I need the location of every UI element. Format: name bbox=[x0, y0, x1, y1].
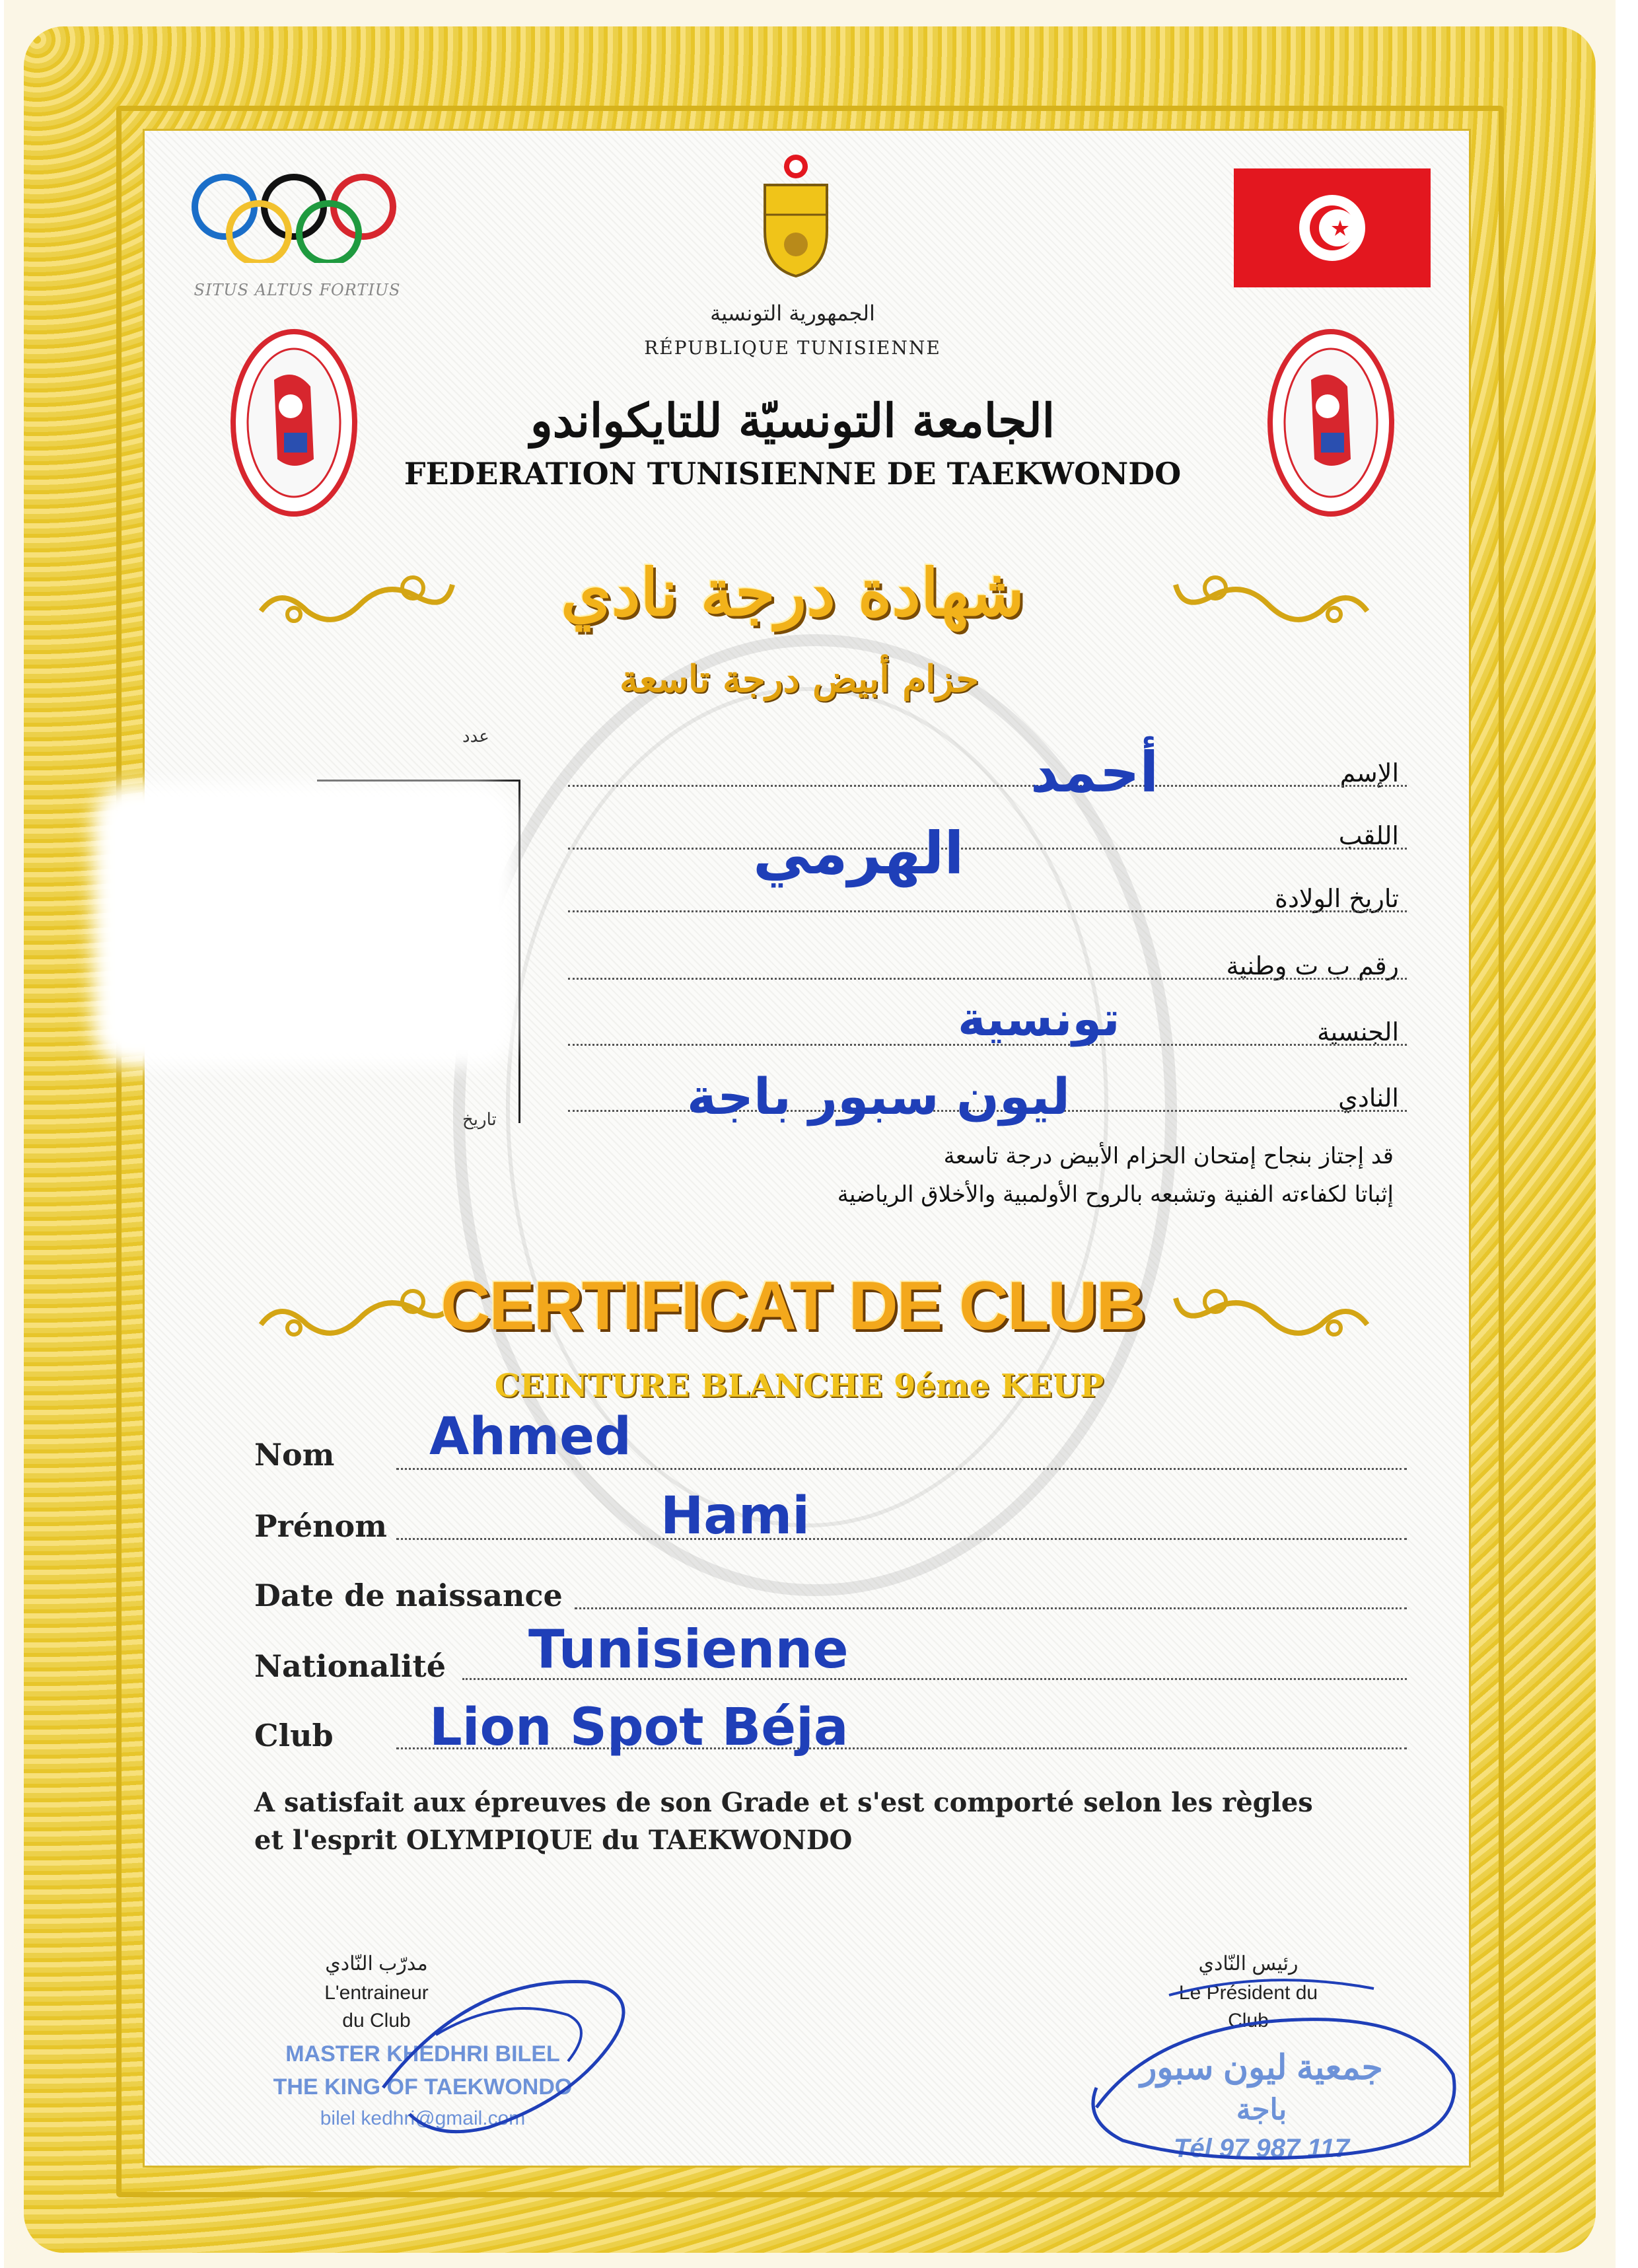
handwritten-prenom: Hami bbox=[660, 1486, 810, 1546]
field-label-surname-ar: اللقب bbox=[1338, 821, 1399, 850]
handwritten-club: Lion Spot Béja bbox=[429, 1698, 849, 1757]
trainer-stamp-line2: THE KING OF TAEKWONDO bbox=[273, 2074, 573, 2100]
olympic-rings-icon bbox=[185, 170, 403, 263]
president-signature-icon bbox=[1070, 1956, 1479, 2180]
handwritten-nationalite: Tunisienne bbox=[528, 1619, 849, 1680]
trainer-signature-icon bbox=[370, 1956, 647, 2140]
president-stamp-line2: باجة bbox=[1236, 2094, 1287, 2126]
federation-logo-right-icon bbox=[1265, 327, 1397, 519]
belt-grade-french: CEINTURE BLANCHE 9éme KEUP bbox=[494, 1368, 1104, 1405]
field-label-date-naissance: Date de naissance bbox=[254, 1578, 563, 1613]
president-stamp-line3: Tél 97 987 117 bbox=[1173, 2134, 1350, 2163]
trainer-label-fr: L'entraineur bbox=[324, 1982, 429, 2004]
field-line bbox=[568, 910, 1407, 912]
certificate-title-french: CERTIFICAT DE CLUB bbox=[441, 1268, 1145, 1344]
president-label-fr: Le Président du bbox=[1178, 1982, 1318, 2004]
field-line bbox=[396, 1468, 1407, 1470]
handwritten-nationality-ar: تونسية bbox=[958, 991, 1120, 1046]
belt-grade-arabic: حزام أبيض درجة تاسعة bbox=[619, 657, 979, 701]
field-label-club-ar: النادي bbox=[1338, 1083, 1399, 1113]
handwritten-surname-ar: الهرمي bbox=[753, 819, 964, 887]
handwritten-name-ar: أحمد bbox=[1030, 740, 1159, 805]
field-line bbox=[568, 848, 1407, 850]
statement-arabic-line1: قد إجتاز بنجاح إمتحان الحزام الأبيض درجة تاسعة bbox=[943, 1143, 1394, 1169]
republic-arabic: الجمهورية التونسية bbox=[710, 301, 875, 326]
field-label-nationalite: Nationalité bbox=[254, 1648, 446, 1684]
statement-french-line1: A satisfait aux épreuves de son Grade et s'est comporté selon les règles bbox=[254, 1787, 1313, 1818]
trainer-label-ar: مدرّب النّادي bbox=[325, 1953, 428, 1975]
number-box-top bbox=[317, 780, 518, 782]
trainer-stamp-line1: MASTER KHEDHRI BILEL bbox=[285, 2041, 560, 2067]
trainer-label-fr-2: du Club bbox=[342, 2010, 411, 2031]
certificate-title-arabic: شهادة درجة نادي bbox=[561, 555, 1024, 631]
field-label-club: Club bbox=[254, 1718, 334, 1753]
field-line bbox=[396, 1538, 1407, 1540]
statement-arabic-line2: إثباتا لكفاءته الفنية وتشبعه بالروح الأولمبية والأخلاق الرياضية bbox=[837, 1181, 1394, 1208]
president-stamp-line1: جمعية ليون سبور bbox=[1140, 2049, 1383, 2087]
field-line bbox=[568, 785, 1407, 787]
republic-french: RÉPUBLIQUE TUNISIENNE bbox=[644, 337, 941, 359]
field-line bbox=[568, 978, 1407, 980]
coat-of-arms-icon bbox=[760, 152, 832, 277]
number-label: عدد bbox=[462, 727, 489, 747]
handwritten-nom: Ahmed bbox=[429, 1407, 631, 1467]
field-label-nom: Nom bbox=[254, 1437, 335, 1473]
handwritten-club-ar: ليون سبور باجة bbox=[687, 1067, 1071, 1126]
field-label-nationality-ar: الجنسية bbox=[1317, 1017, 1399, 1046]
redacted-area bbox=[92, 783, 515, 1067]
olympic-motto: SITUS ALTUS FORTIUS bbox=[194, 281, 401, 299]
federation-name-arabic: الجامعة التونسيّة للتايكواندو bbox=[530, 393, 1055, 448]
flourish-right-icon bbox=[1169, 558, 1374, 638]
trainer-stamp-line3: bilel kedhri@gmail.com bbox=[320, 2107, 526, 2129]
federation-logo-left-icon bbox=[228, 327, 360, 519]
statement-french-line2: et l'esprit OLYMPIQUE du TAEKWONDO bbox=[254, 1825, 853, 1856]
federation-name-french: FEDERATION TUNISIENNE DE TAEKWONDO bbox=[404, 456, 1182, 492]
date-label: تاريخ bbox=[462, 1110, 497, 1130]
field-line bbox=[575, 1607, 1407, 1609]
tunisia-flag-icon bbox=[1234, 168, 1431, 287]
flourish-right-icon bbox=[1169, 1272, 1374, 1351]
field-label-name-ar: الإسم bbox=[1339, 758, 1399, 787]
field-label-prenom: Prénom bbox=[254, 1508, 387, 1544]
field-label-id-ar: رقم ب ت وطنية bbox=[1226, 951, 1399, 980]
field-label-birthdate-ar: تاريخ الولادة bbox=[1275, 884, 1399, 913]
number-box-side bbox=[518, 780, 520, 1123]
president-label-fr-2: Club bbox=[1228, 2010, 1269, 2031]
president-label-ar: رئيس النّادي bbox=[1198, 1953, 1299, 1975]
